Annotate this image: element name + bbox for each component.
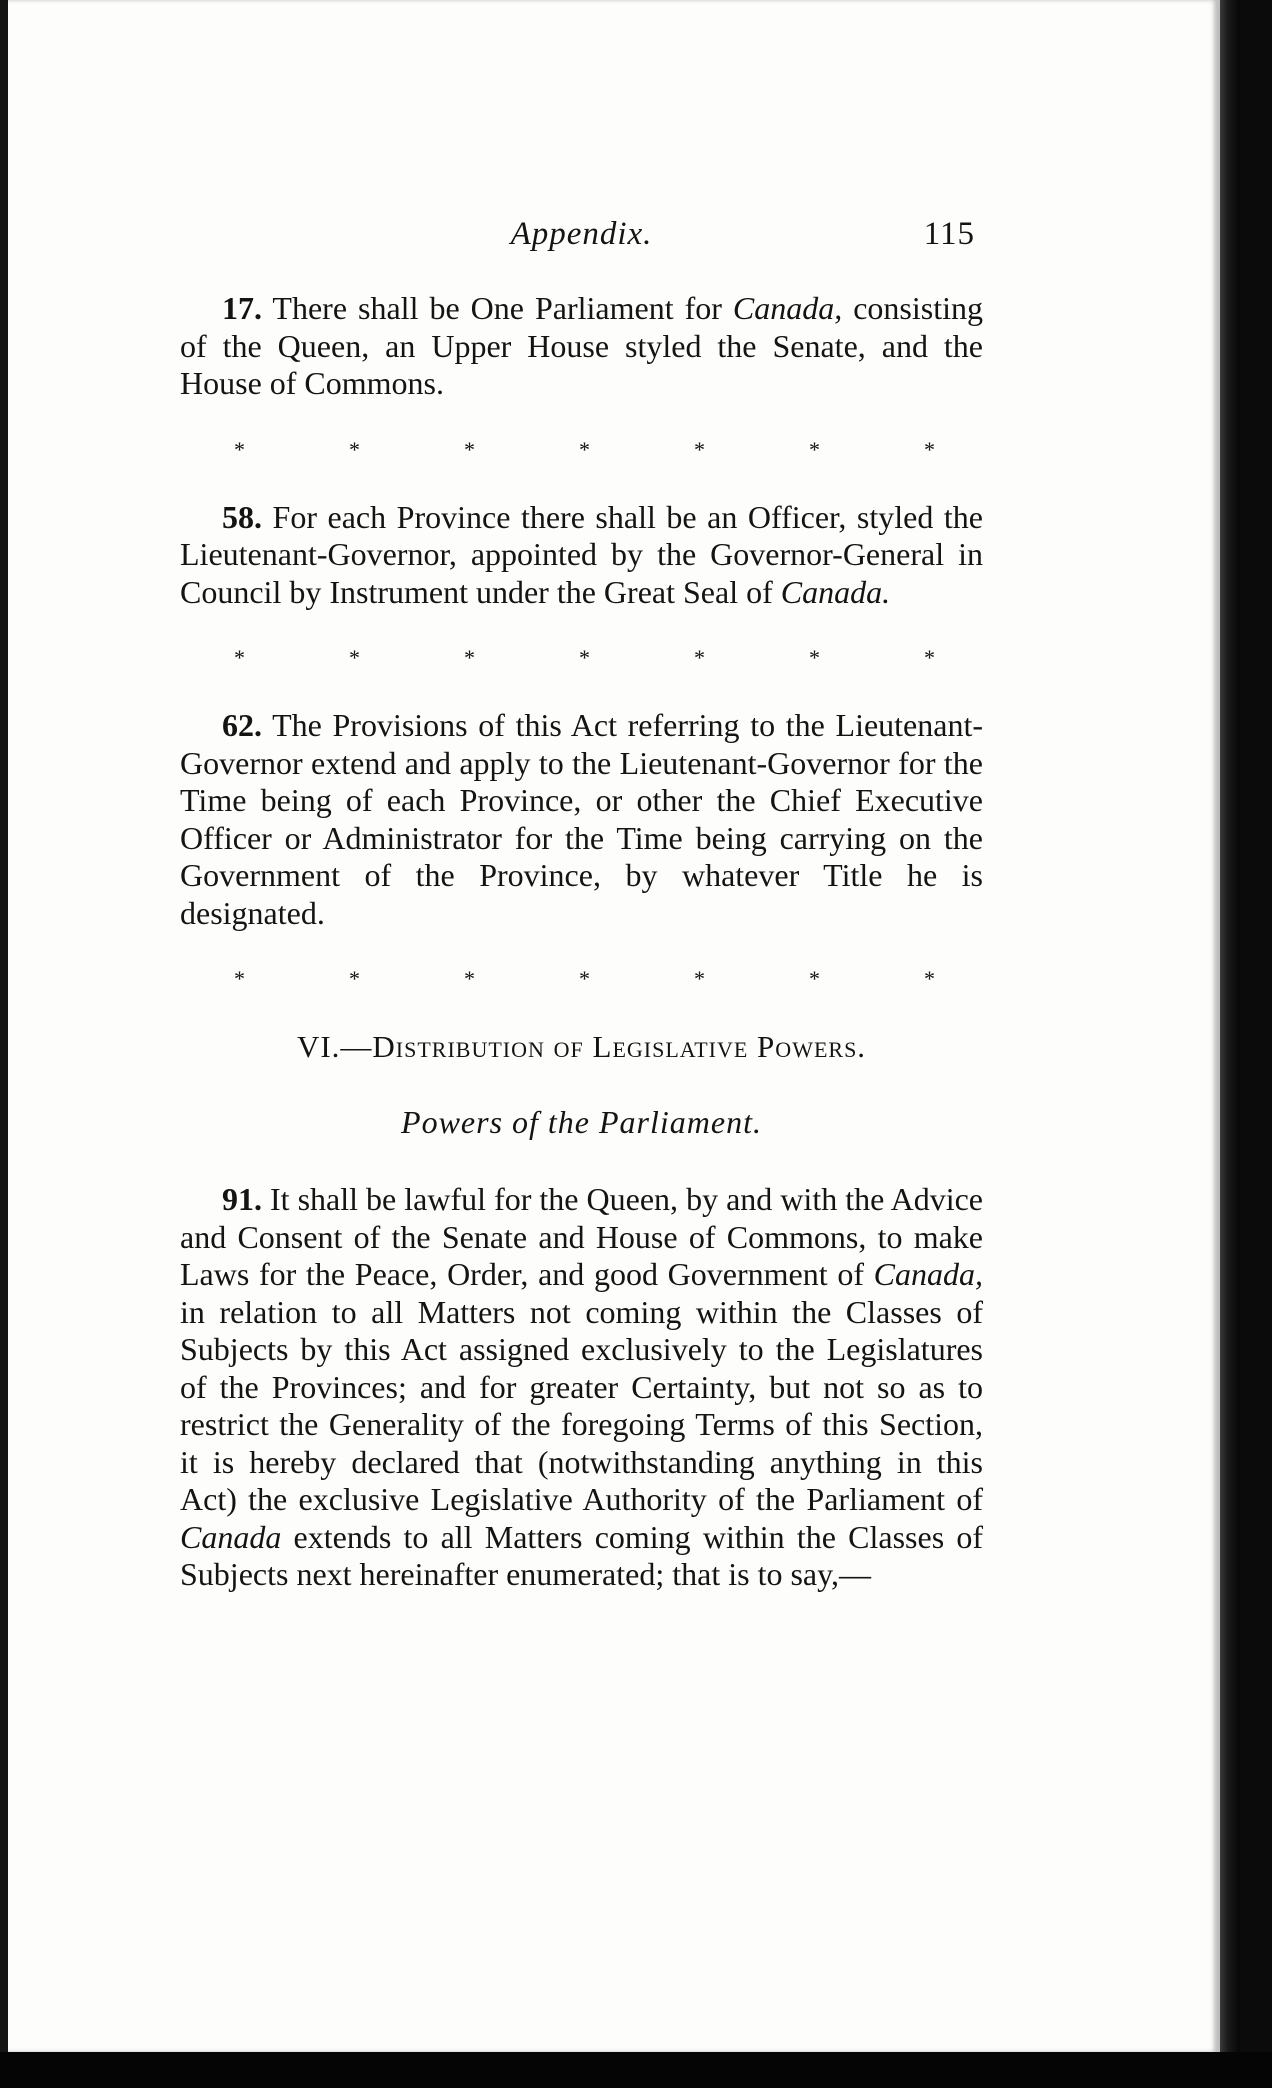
subheading: Powers of the Parliament.: [401, 1103, 762, 1140]
italic-canada: Canada,: [873, 1256, 983, 1292]
star: *: [464, 436, 475, 462]
section-text: The Provisions of this Act referring to the Lieutenant-Governor extend and apply to the Lieutenant-Governor for the Time being of each Province, or other the Chief Executive Officer or Administrator for the Time being carrying on the Government of the Province, by whatever Title he is designated.: [180, 707, 983, 931]
italic-canada: Canada: [180, 1518, 282, 1555]
section-text: in relation to all Matters not coming within the Classes of Subjects by this Act assigned exclusively to the Legislatures of the Provinces; and for greater Certainty, but not so as to restrict the Generality of the foregoing Terms of this Section, it is hereby declared that (notwithstanding anything in this Act) the exclusive Legislative Authority of the Parliament of: [180, 1293, 983, 1517]
section-17: [180, 290, 983, 403]
star: *: [579, 436, 590, 462]
section-number: 58.: [222, 498, 262, 535]
page-number: 115: [923, 216, 975, 252]
star: *: [234, 966, 245, 991]
section-text: It shall be lawful for the Queen, by and with the Advice and Consent of the Senate and House of Commons, to make Laws for the Peace, Order, and good Government of: [180, 1181, 983, 1292]
star: *: [464, 645, 475, 670]
section-text: extends to all Matters coming within the Classes of Subjects next hereinafter enumerated; that is to say,—: [180, 1518, 983, 1592]
section-number: 91.: [222, 1181, 262, 1217]
star: *: [464, 966, 475, 991]
part-heading: VI.—Distribution of Legislative Powers.: [296, 1029, 867, 1064]
star: *: [694, 436, 705, 462]
section-text: consisting of the Queen, an Upper House styled the Senate, and the House of Commons.: [180, 290, 984, 401]
star: *: [694, 966, 705, 991]
section-58: [180, 499, 983, 612]
page-content: [180, 216, 983, 1594]
page-right-edge: [1220, 0, 1240, 2052]
running-head: [180, 216, 983, 256]
star: *: [809, 645, 820, 670]
star: *: [924, 436, 935, 462]
star: *: [924, 645, 935, 670]
separator-stars: [180, 437, 983, 463]
star: *: [349, 645, 360, 670]
book-page: [8, 0, 1220, 2052]
section-number: 17.: [222, 290, 262, 326]
separator-stars: [180, 966, 983, 992]
separator-stars: [180, 645, 983, 671]
section-number: 62.: [222, 707, 262, 743]
star: *: [349, 436, 360, 462]
italic-canada: Canada,: [732, 290, 843, 326]
section-91: [180, 1181, 983, 1594]
italic-canada: Canada.: [780, 573, 891, 610]
running-head-title: Appendix.: [510, 216, 653, 252]
star: *: [349, 966, 360, 991]
star: *: [234, 436, 245, 462]
page-left-edge: [0, 0, 8, 2052]
star: *: [234, 645, 245, 670]
page-bottom-edge: [0, 2052, 1272, 2088]
star: *: [694, 645, 705, 670]
star: *: [809, 436, 820, 462]
section-62: [180, 707, 983, 932]
star: *: [579, 645, 590, 670]
section-text: For each Province there shall be an Officer, styled the Lieutenant-Governor, appointed by the Governor-General in Council by Instrument under the Great Seal of: [180, 498, 983, 610]
star: *: [579, 966, 590, 991]
star: *: [924, 966, 935, 991]
section-text: There shall be One Parliament for: [262, 290, 733, 326]
star: *: [809, 966, 820, 991]
